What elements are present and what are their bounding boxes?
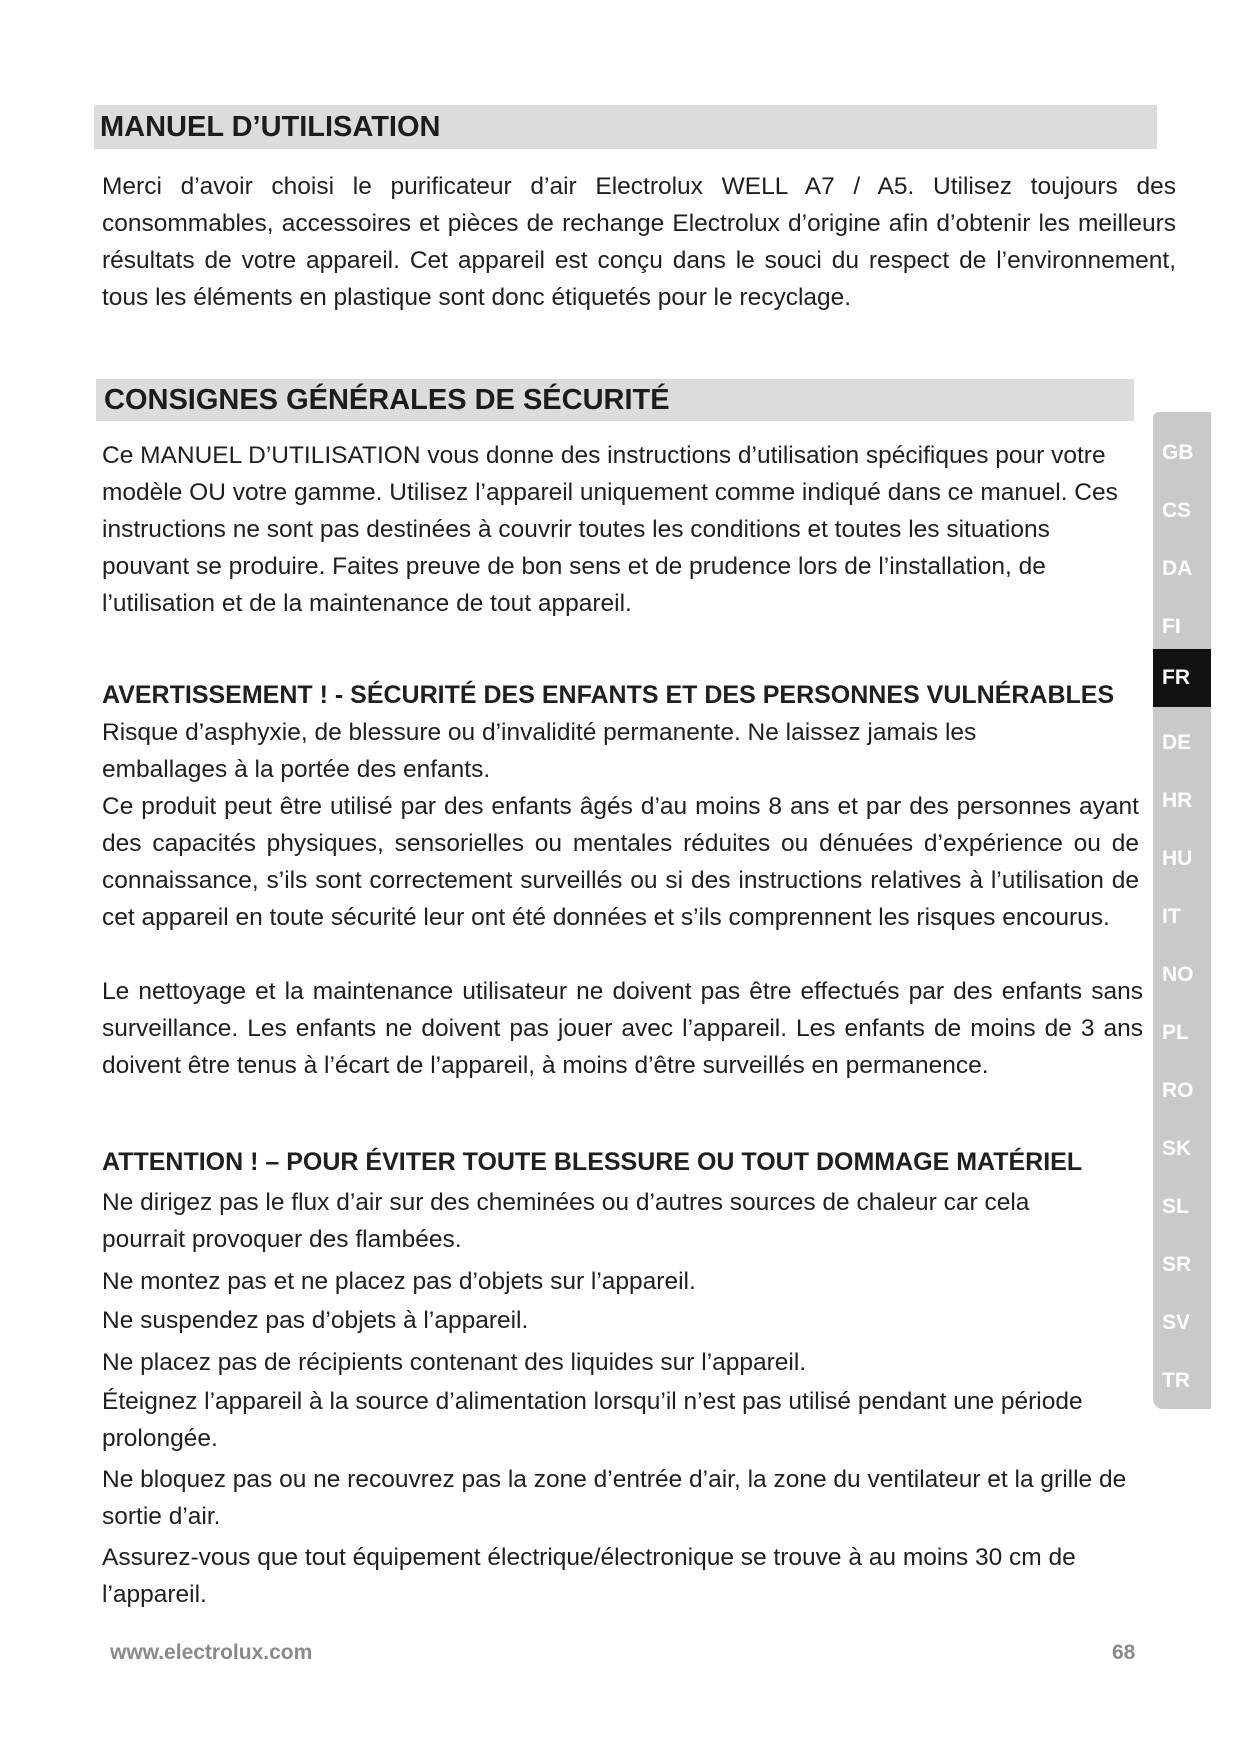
language-tab-sl[interactable]: SL — [1162, 1195, 1189, 1218]
warning-paragraph-3: Le nettoyage et la maintenance utilisateur ne doivent pas être effectués par des enfants sans surveillance. Les enfants ne doivent pas jouer avec l’appareil. Les enfants de moins de 3 ans doivent être tenus à l’écart de l’appareil, à moins d’être surveillés en permanence. — [102, 978, 1143, 1079]
attention-item-6: Ne bloquez pas ou ne recouvrez pas la zone d’entrée d’air, la zone du ventilateur et la grille de sortie d’air. — [102, 1466, 1127, 1530]
language-tab-hr[interactable]: HR — [1162, 789, 1193, 812]
language-tab-sv[interactable]: SV — [1162, 1311, 1191, 1334]
attention-item-4: Ne placez pas de récipients contenant des liquides sur l’appareil. — [102, 1349, 807, 1376]
language-tab-ro[interactable]: RO — [1162, 1079, 1194, 1102]
attention-item-2: Ne montez pas et ne placez pas d’objets sur l’appareil. — [102, 1268, 696, 1295]
language-tab-fi[interactable]: FI — [1162, 615, 1181, 638]
language-sidebar — [1153, 412, 1211, 1409]
language-tab-tr[interactable]: TR — [1162, 1369, 1190, 1392]
warning-heading: AVERTISSEMENT ! - SÉCURITÉ DES ENFANTS ET DES PERSONNES VULNÉRABLES — [102, 681, 1115, 709]
language-tab-pl[interactable]: PL — [1162, 1021, 1189, 1044]
safety-intro-paragraph: Ce MANUEL D’UTILISATION vous donne des instructions d’utilisation spécifiques pour votre modèle OU votre gamme. Utilisez l’appareil uniquement comme indiqué dans ce manuel. Ces instructions ne sont pas destinées à couvrir toutes les conditions et toutes les situations pouvant se produire. Faites preuve de bon sens et de prudence lors de l’installation, de l’utilisation et de la maintenance de tout appareil. — [102, 442, 1118, 617]
language-tab-da[interactable]: DA — [1162, 557, 1193, 580]
language-tab-it[interactable]: IT — [1162, 905, 1181, 928]
language-tab-no[interactable]: NO — [1162, 963, 1194, 986]
attention-item-3: Ne suspendez pas d’objets à l’appareil. — [102, 1307, 529, 1334]
language-tab-sk[interactable]: SK — [1162, 1137, 1192, 1160]
language-tab-sr[interactable]: SR — [1162, 1253, 1192, 1276]
language-tab-gb[interactable]: GB — [1162, 441, 1194, 464]
attention-item-5: Éteignez l’appareil à la source d’alimentation lorsqu’il n’est pas utilisé pendant une période prolongée. — [102, 1388, 1083, 1452]
language-tab-hu[interactable]: HU — [1162, 847, 1193, 870]
section-title-consignes: CONSIGNES GÉNÉRALES DE SÉCURITÉ — [96, 379, 1134, 421]
section-title-manuel: MANUEL D’UTILISATION — [94, 105, 1157, 149]
warning-paragraph-1: Risque d’asphyxie, de blessure ou d’invalidité permanente. Ne laissez jamais les emballages à la portée des enfants. — [102, 719, 977, 783]
attention-heading: ATTENTION ! – POUR ÉVITER TOUTE BLESSURE OU TOUT DOMMAGE MATÉRIEL — [102, 1148, 1083, 1176]
language-tab-de[interactable]: DE — [1162, 731, 1192, 754]
attention-item-7: Assurez-vous que tout équipement électrique/électronique se trouve à au moins 30 cm de l’appareil. — [102, 1544, 1076, 1608]
footer-website-link[interactable]: www.electrolux.com — [110, 1641, 313, 1664]
page-number: 68 — [1112, 1641, 1136, 1664]
language-tab-fr[interactable]: FR — [1153, 649, 1211, 707]
warning-paragraph-2: Ce produit peut être utilisé par des enfants âgés d’au moins 8 ans et par des personnes ayant des capacités physiques, sensorielles ou mentales réduites ou dénuées d’expérience ou de connaissance, s’ils sont correctement surveillés ou si des instructions relatives à l’utilisation de cet appareil en toute sécurité leur ont été données et s’ils comprennent les risques encourus. — [102, 793, 1139, 931]
language-tab-cs[interactable]: CS — [1162, 499, 1192, 522]
attention-item-1: Ne dirigez pas le flux d’air sur des cheminées ou d’autres sources de chaleur car cela pourrait provoquer des flambées. — [102, 1189, 1030, 1253]
intro-paragraph: Merci d’avoir choisi le purificateur d’air Electrolux WELL A7 / A5. Utilisez toujours des consommables, accessoires et pièces de rechange Electrolux d’origine afin d’obtenir les meilleurs résultats de votre appareil. Cet appareil est conçu dans le souci du respect de l’environnement, tous les éléments en plastique sont donc étiquetés pour le recyclage. — [102, 173, 1176, 311]
